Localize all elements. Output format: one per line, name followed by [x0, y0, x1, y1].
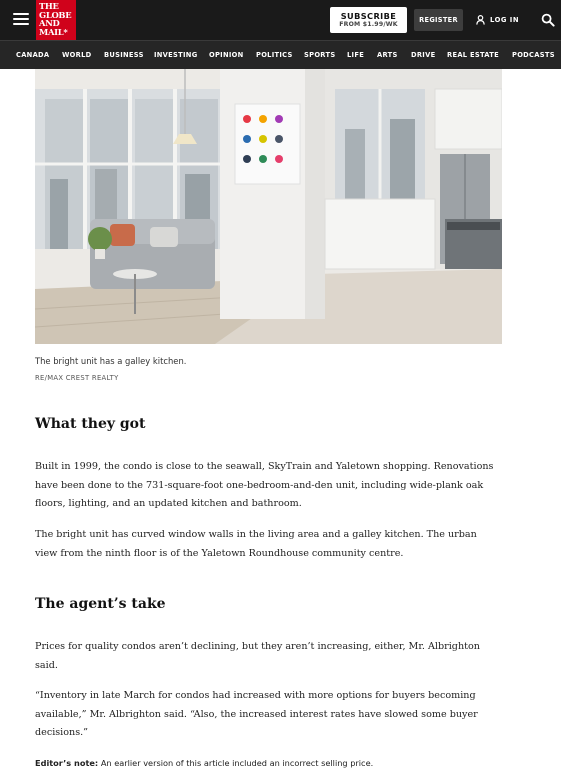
logo-line: AND: [39, 18, 60, 29]
section-heading-what-they-got: What they got: [35, 416, 146, 432]
register-button[interactable]: REGISTER: [414, 9, 463, 31]
nav-item-canada[interactable]: CANADA: [16, 51, 50, 59]
login-button[interactable]: [476, 13, 519, 27]
article-paragraph: “Inventory in late March for condos had increased with more options for buyers becoming available,” Mr. Albrighton said. “Also, the increased interest rates have slowed some buyer decisions.”: [35, 690, 478, 739]
editors-note-text: An earlier version of this article included an incorrect selling price.: [98, 758, 374, 768]
search-icon[interactable]: [541, 13, 555, 27]
editors-note: [35, 756, 505, 770]
logo-line: MAIL*: [39, 26, 68, 37]
subscribe-button[interactable]: [330, 7, 407, 33]
site-logo[interactable]: [36, 0, 76, 40]
logo-line: GLOBE: [39, 9, 72, 20]
nav-item-real-estate[interactable]: REAL ESTATE: [447, 51, 499, 59]
nav-item-investing[interactable]: INVESTING: [154, 51, 198, 59]
nav-item-podcasts[interactable]: PODCASTS: [512, 51, 555, 59]
article-photo: [35, 69, 502, 344]
nav-item-business[interactable]: BUSINESS: [104, 51, 144, 59]
photo-credit: RE/MAX CREST REALTY: [35, 374, 119, 382]
nav-item-arts[interactable]: ARTS: [377, 51, 398, 59]
article-paragraph: The bright unit has curved window walls in the living area and a galley kitchen. The urban view from the ninth floor is of the Yaletown Roundhouse community centre.: [35, 529, 477, 559]
nav-item-world[interactable]: WORLD: [62, 51, 92, 59]
nav-item-life[interactable]: LIFE: [347, 51, 365, 59]
logo-line: THE: [39, 1, 59, 11]
article-paragraph: Built in 1999, the condo is close to the seawall, SkyTrain and Yaletown shopping. Renovations have been done to the 731-square-foot one-bedroom-and-den unit, including wide-plank oak floors, lighting, and an updated kitchen and bathroom.: [35, 461, 494, 510]
user-icon: [476, 15, 485, 25]
section-nav: [0, 40, 561, 69]
nav-item-opinion[interactable]: OPINION: [209, 51, 244, 59]
subscribe-price: FROM $1.99/WK: [339, 21, 398, 28]
nav-item-politics[interactable]: POLITICS: [256, 51, 293, 59]
top-bar: [0, 0, 561, 40]
subscribe-label: SUBSCRIBE: [340, 11, 397, 21]
nav-item-sports[interactable]: SPORTS: [304, 51, 336, 59]
menu-icon[interactable]: [13, 13, 29, 27]
section-heading-agents-take: The agent’s take: [35, 596, 166, 612]
login-label: LOG IN: [490, 16, 520, 24]
photo-caption: The bright unit has a galley kitchen.: [35, 356, 187, 366]
condo-interior-illustration: [35, 69, 502, 344]
article-paragraph: Prices for quality condos aren’t declining, but they aren’t increasing, either, Mr. Albrighton said.: [35, 641, 480, 671]
nav-item-drive[interactable]: DRIVE: [411, 51, 436, 59]
editors-note-label: Editor’s note:: [35, 758, 99, 768]
